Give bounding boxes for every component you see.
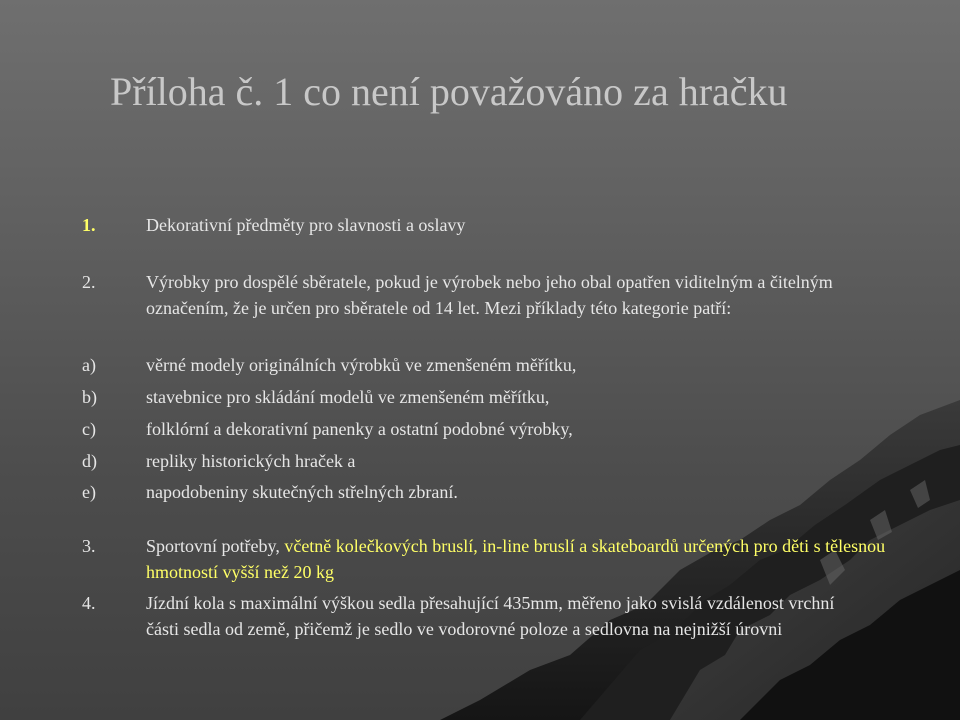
list-item	[82, 533, 886, 587]
list-item	[82, 590, 872, 670]
item-text: Jízdní kola s maximální výškou sedla přesahující 435mm, měřeno jako svislá vzdálenost vrchní části sedla od země, přičemž je sedlo ve vodorovné poloze a sedlovna na nejnižší úrovni	[146, 593, 835, 639]
item-text: Výrobky pro dospělé sběratele, pokud je výrobek nebo jeho obal opatřen viditelným a čitelným označením, že je určen pro sběratele od 14 let. Mezi příklady této kategorie patří:	[146, 272, 833, 318]
item-text-highlight: včetně kolečkových bruslí, in-line bruslí a skateboardů určených pro děti s tělesnou hmotností vyšší než 20 kg	[146, 536, 886, 582]
item-text: folklórní a dekorativní panenky a ostatní podobné výrobky,	[146, 419, 573, 439]
item-number: 4.	[82, 593, 96, 613]
item-number: 1.	[82, 215, 96, 235]
item-number: d)	[82, 451, 97, 471]
list-item	[82, 269, 872, 349]
slide-title: Příloha č. 1 co není považováno za hračku	[110, 69, 788, 114]
item-number: 3.	[82, 536, 96, 556]
item-number: b)	[82, 387, 97, 407]
item-number: 2.	[82, 272, 96, 292]
item-number: a)	[82, 355, 96, 375]
item-text: Dekorativní předměty pro slavnosti a oslavy	[146, 215, 466, 235]
item-text: stavebnice pro skládání modelů ve zmenšeném měřítku,	[146, 387, 550, 407]
item-number: c)	[82, 419, 96, 439]
item-text: věrné modely originálních výrobků ve zmenšeném měřítku,	[146, 355, 577, 375]
item-text: napodobeniny skutečných střelných zbraní.	[146, 482, 458, 502]
item-text	[146, 533, 886, 585]
item-text-plain: Sportovní potřeby,	[146, 536, 285, 556]
item-number: e)	[82, 482, 96, 502]
item-text: repliky historických hraček a	[146, 451, 356, 471]
